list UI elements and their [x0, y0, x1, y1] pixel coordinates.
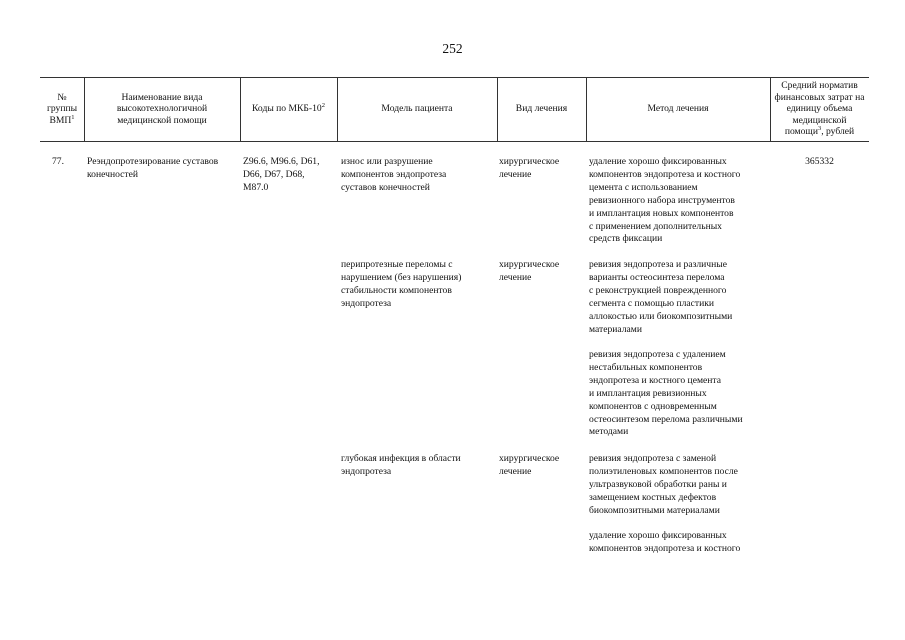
row-cost: 365332 — [805, 156, 834, 167]
treatment-method-text: удаление хорошо фиксированных компонентов эндопротеза и костного цемента с использованием ревизионного набора инструментов и имплантация новых компонентов с применением дополнительных средств фиксации — [589, 156, 741, 245]
header-cost-norm — [770, 78, 869, 140]
header-group-no-text: № группы ВМП — [46, 91, 78, 126]
patient-model-text: перипротезные переломы с нарушением (без нарушения) стабильности компонентов эндопротеза — [341, 259, 462, 309]
header-codes-text: Коды по МКБ-10 — [252, 103, 322, 115]
page-number: 252 — [442, 41, 463, 56]
header-treatment-type-text: Вид лечения — [515, 103, 568, 115]
row-service-name: Реэндопротезирование суставов конечностей — [87, 156, 219, 180]
header-patient-model — [337, 78, 497, 140]
header-group-no — [40, 78, 84, 140]
treatment-type-text: хирургическое лечение — [499, 156, 560, 180]
treatment-type-text: хирургическое лечение — [499, 259, 560, 283]
footnote-mark: 3 — [817, 124, 822, 132]
header-cost-norm-text: Средний норматив финансовых затрат на единицу объема медицинской помощи — [774, 80, 865, 138]
header-treatment-method — [586, 78, 770, 140]
header-codes — [240, 78, 337, 140]
header-treatment-type — [497, 78, 586, 140]
header-name-text: Наименование вида высокотехнологичной медицинской помощи — [116, 91, 208, 126]
treatment-method-text: ревизия эндопротеза с заменой полиэтиленовых компонентов после ультразвуковой обработки раны и замещением костных дефектов биокомпозитными материалами — [589, 453, 738, 516]
patient-model-text: износ или разрушение компонентов эндопротеза суставов конечностей — [341, 156, 447, 193]
treatment-method-text: удаление хорошо фиксированных компонентов эндопротеза и костного — [589, 530, 741, 554]
treatment-method-text: ревизия эндопротеза и различные варианты остеосинтеза перелома с реконструкцией поврежденного сегмента с помощью пластики аллокостью или биокомпозитными материалами — [589, 259, 733, 335]
treatment-method-text: ревизия эндопротеза с удалением нестабильных компонентов эндопротеза и костного цемента и имплантация ревизионных компонентов с одновременным остеосинтезом перелома различными методами — [589, 349, 743, 438]
treatment-type-text: хирургическое лечение — [499, 453, 560, 477]
footnote-mark: 1 — [71, 113, 75, 121]
row-group-no: 77. — [52, 156, 64, 167]
header-bottom-rule — [40, 141, 869, 142]
footnote-mark: 2 — [321, 102, 325, 110]
row-icd-codes: Z96.6, M96.6, D61, D66, D67, D68, M87.0 — [243, 156, 320, 193]
header-treatment-method-text: Метод лечения — [647, 103, 709, 115]
header-name — [84, 78, 240, 140]
header-patient-model-text: Модель пациента — [381, 103, 453, 115]
patient-model-text: глубокая инфекция в области эндопротеза — [341, 453, 461, 477]
header-cost-norm-unit: , рублей — [821, 126, 855, 138]
